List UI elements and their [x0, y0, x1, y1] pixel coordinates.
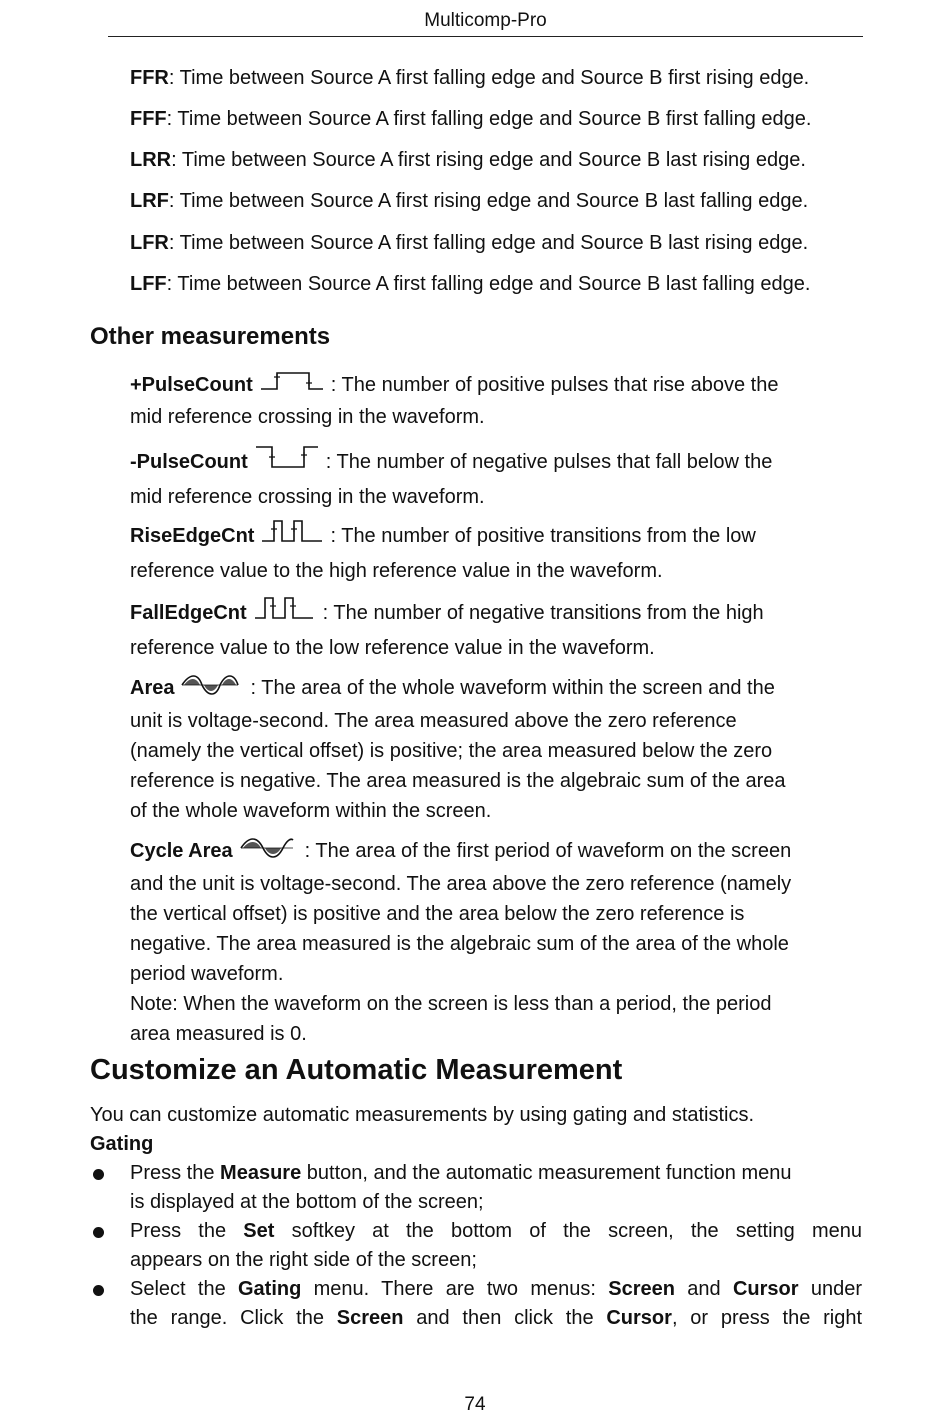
text: and then click the	[403, 1307, 607, 1329]
definition-fff	[130, 106, 870, 132]
negative-pulse-icon	[254, 443, 320, 482]
description: : Time between Source A first rising edge and Source B last falling edge.	[168, 190, 809, 212]
text: under	[798, 1278, 862, 1300]
description-line: reference value to the high reference value in the waveform.	[130, 560, 663, 582]
term: Area	[130, 676, 175, 699]
bold-text: Measure	[220, 1162, 302, 1184]
term: LRR	[130, 149, 172, 171]
description: : Time between Source A first falling edge and Source B first falling edge.	[166, 108, 812, 130]
bullet-item-set	[130, 1217, 862, 1275]
description-line: (namely the vertical offset) is positive; the area measured below the zero	[130, 740, 773, 762]
text: the range. Click the	[130, 1307, 337, 1329]
measurement-neg-pulse	[130, 443, 865, 512]
description: : The number of positive transitions from the low	[330, 524, 756, 547]
bullet-marker	[93, 1227, 104, 1238]
positive-pulse-icon	[259, 369, 325, 402]
description-line: negative. The area measured is the algebraic sum of the area of the whole	[130, 933, 789, 955]
text: Select the	[130, 1278, 238, 1300]
text: , or press the right	[671, 1307, 862, 1329]
customize-intro: You can customize automatic measurements by using gating and statistics.	[90, 1104, 755, 1126]
text: button, and the automatic measurement function menu	[301, 1162, 792, 1184]
page-number: 74	[464, 1394, 486, 1415]
bullet-item-gating	[130, 1275, 862, 1333]
description: : Time between Source A first falling edge and Source B last rising edge.	[168, 232, 809, 254]
measurement-cycle-area	[130, 834, 865, 1049]
text: Press the	[130, 1162, 221, 1184]
description: : The number of positive pulses that rise above the	[330, 373, 779, 396]
description: : Time between Source A first falling edge and Source B first rising edge.	[168, 67, 810, 89]
bold-text: Cursor	[732, 1278, 799, 1300]
measurement-fall-edge	[130, 594, 865, 663]
description-line: of the whole waveform within the screen.	[130, 800, 492, 822]
measurement-pos-pulse	[130, 369, 865, 432]
definition-lfr	[130, 230, 870, 256]
description-line: reference is negative. The area measured is the algebraic sum of the area	[130, 770, 786, 792]
description: : The area of the first period of waveform on the screen	[304, 839, 792, 862]
definition-lff	[130, 271, 870, 297]
definition-ffr	[130, 65, 870, 91]
description: : The area of the whole waveform within the screen and the	[250, 676, 775, 699]
term: Cycle Area	[130, 839, 233, 862]
text: Press the	[130, 1220, 244, 1242]
falling-edge-icon	[253, 594, 317, 633]
term: LFR	[130, 232, 169, 254]
rising-edge-icon	[260, 517, 324, 556]
term: +PulseCount	[130, 373, 253, 396]
description-line: mid reference crossing in the waveform.	[130, 406, 485, 428]
description: : The number of negative pulses that fall below the	[325, 450, 773, 473]
section-heading-customize: Customize an Automatic Measurement	[90, 1054, 623, 1086]
bold-text: Set	[243, 1220, 275, 1242]
definition-lrr	[130, 147, 870, 173]
measurement-area	[130, 671, 865, 826]
text: and	[674, 1278, 733, 1300]
measurement-rise-edge	[130, 517, 865, 586]
text: appears on the right side of the screen;	[130, 1249, 477, 1271]
bold-text: Cursor	[606, 1307, 672, 1329]
description: : Time between Source A first falling edge and Source B last falling edge.	[166, 273, 811, 295]
description-line: period waveform.	[130, 963, 284, 985]
bullet-item-measure	[130, 1159, 862, 1217]
bold-text: Screen	[608, 1278, 675, 1300]
description-line: the vertical offset) is positive and the area below the zero reference is	[130, 903, 745, 925]
note-line: area measured is 0.	[130, 1023, 307, 1045]
text: menu. There are two menus:	[301, 1278, 609, 1300]
description-line: and the unit is voltage-second. The area above the zero reference (namely	[130, 873, 792, 895]
term: FFR	[130, 67, 169, 89]
cycle-area-wave-icon	[239, 834, 295, 869]
term: LFF	[130, 273, 167, 295]
description: : The number of negative transitions from the high	[322, 601, 764, 624]
description-line: unit is voltage-second. The area measured above the zero reference	[130, 710, 737, 732]
gating-heading: Gating	[90, 1133, 154, 1155]
term: LRF	[130, 190, 169, 212]
term: FFF	[130, 108, 167, 130]
bold-text: Gating	[238, 1278, 302, 1300]
page-header: Multicomp-Pro	[108, 8, 863, 37]
term: -PulseCount	[130, 450, 248, 473]
bullet-marker	[93, 1285, 104, 1296]
definition-lrf	[130, 188, 870, 214]
description-line: mid reference crossing in the waveform.	[130, 486, 485, 508]
term: FallEdgeCnt	[130, 601, 247, 624]
description-line: reference value to the low reference value in the waveform.	[130, 637, 655, 659]
text: is displayed at the bottom of the screen;	[130, 1191, 484, 1213]
description: : Time between Source A first rising edge and Source B last rising edge.	[171, 149, 806, 171]
note-line: Note: When the waveform on the screen is less than a period, the period	[130, 993, 772, 1015]
section-heading-other: Other measurements	[90, 323, 331, 350]
area-wave-icon	[180, 671, 240, 706]
bullet-marker	[93, 1169, 104, 1180]
text: softkey at the bottom of the screen, the setting menu	[274, 1220, 862, 1242]
term: RiseEdgeCnt	[130, 524, 255, 547]
bold-text: Screen	[336, 1307, 404, 1329]
